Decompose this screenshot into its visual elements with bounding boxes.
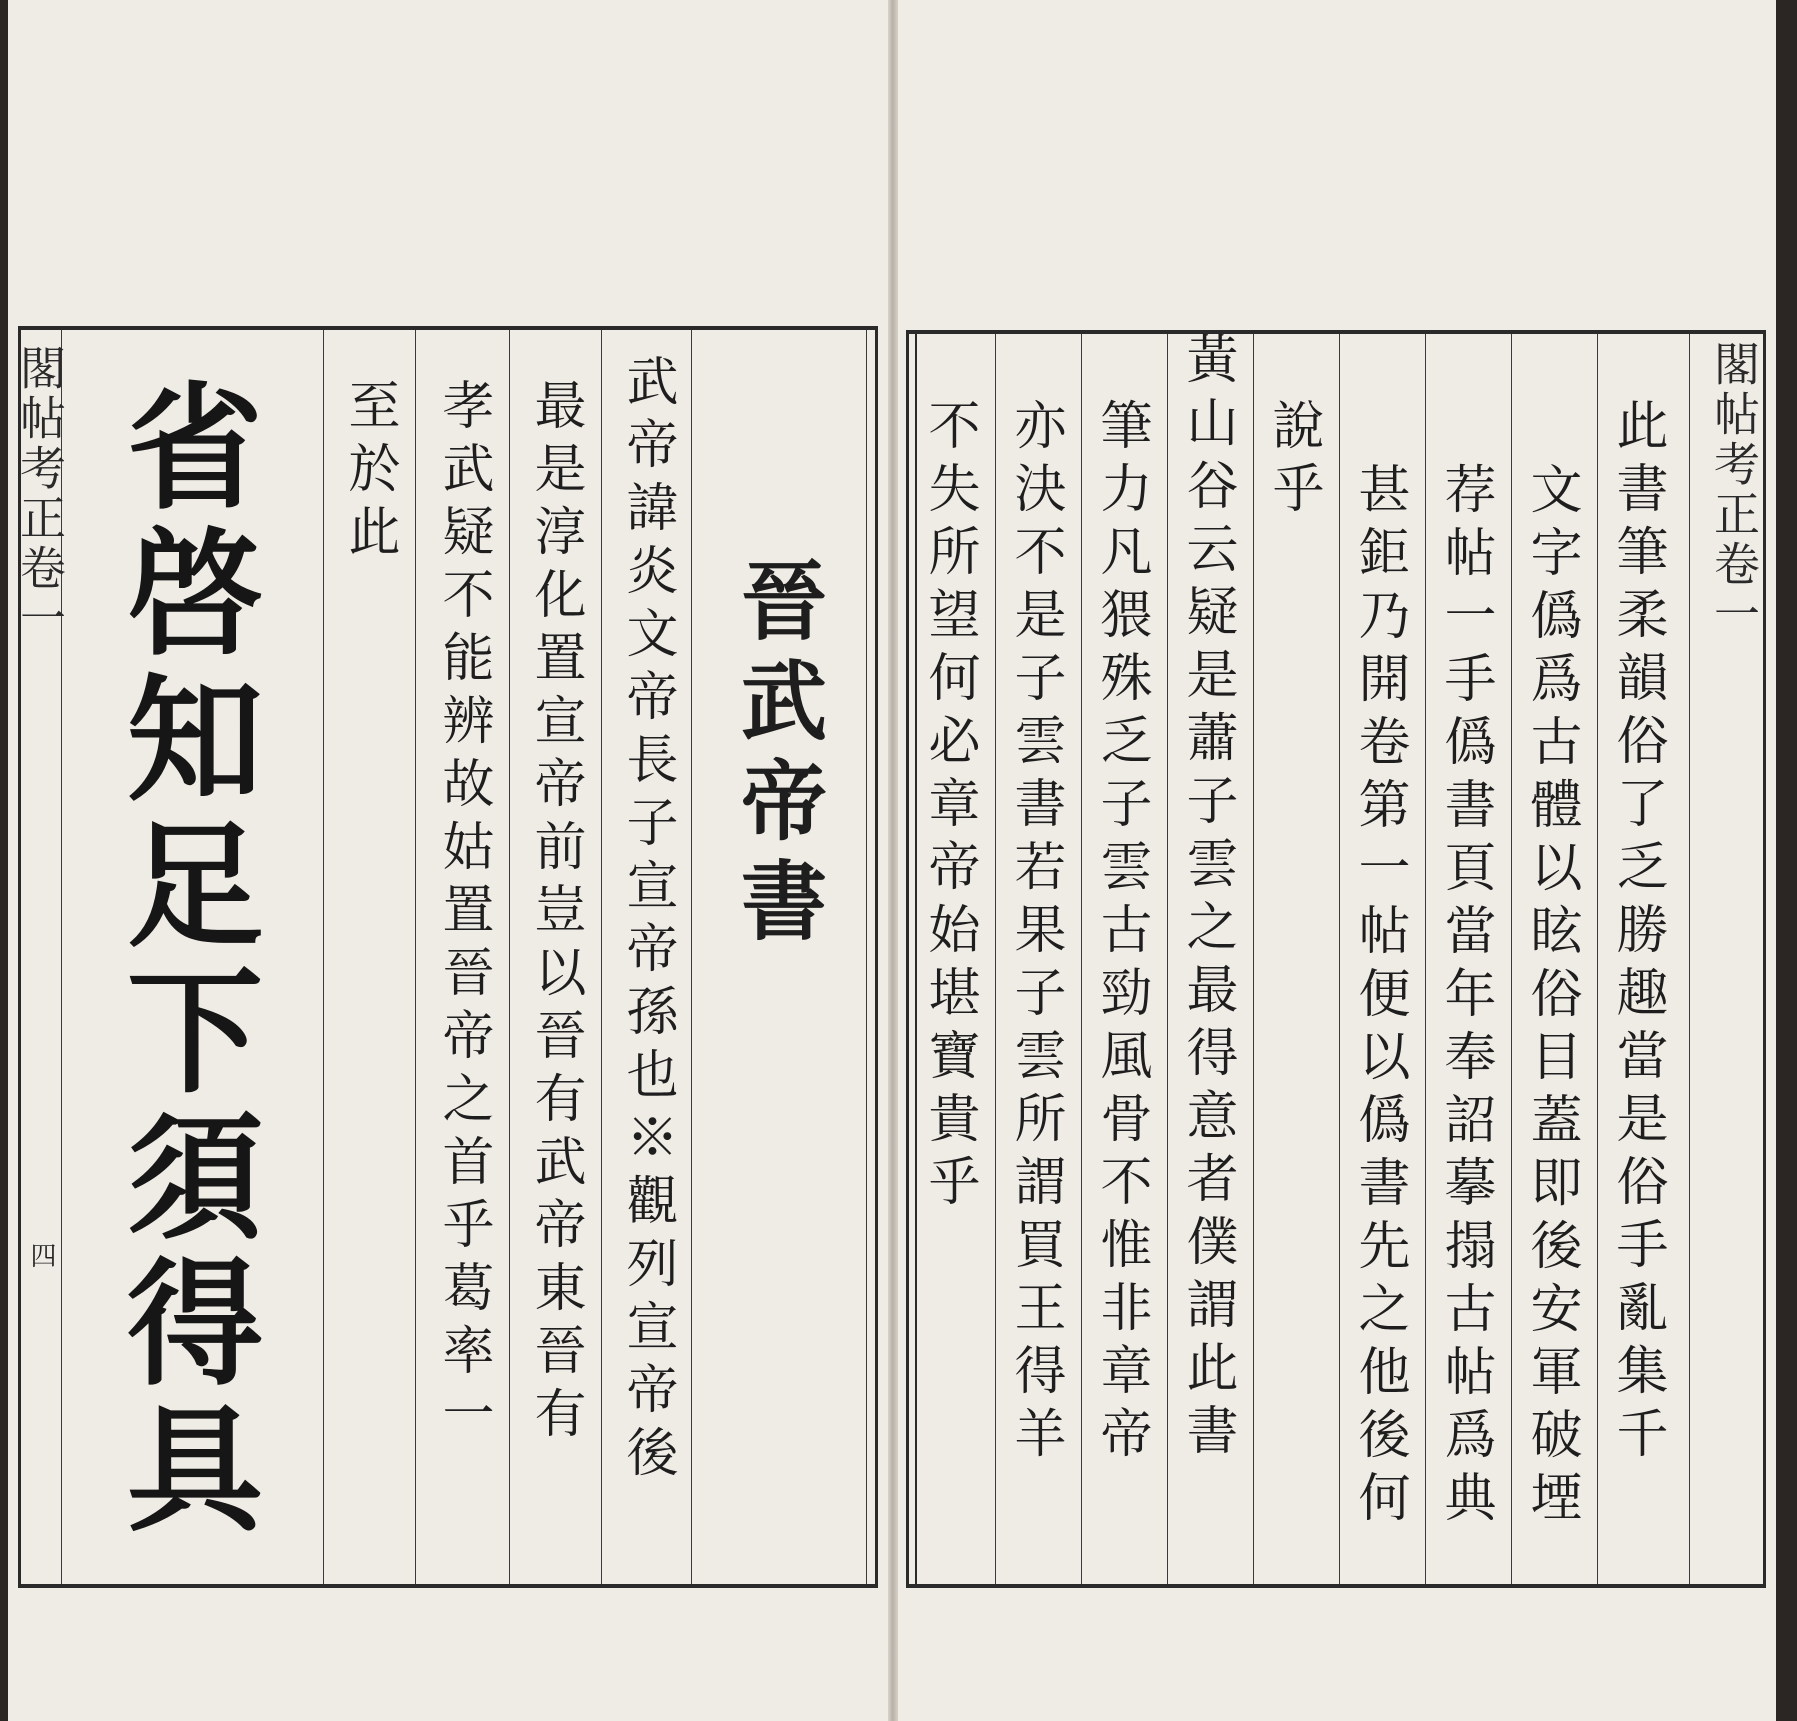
column-rule xyxy=(601,330,602,1584)
calligraphy-column: 省啓知足下須得具 xyxy=(103,376,263,1544)
section-heading: 晉武帝書 xyxy=(726,556,827,956)
column-rule xyxy=(1081,334,1082,1584)
text-column: 孝武疑不能辨故姑置晉帝之首乎葛率一 xyxy=(433,378,493,1449)
column-rule xyxy=(509,330,510,1584)
column-rule xyxy=(1339,334,1340,1584)
text-column: 說乎 xyxy=(1263,398,1323,524)
column-rule xyxy=(691,330,692,1584)
column-rule xyxy=(1253,334,1254,1584)
column-rule xyxy=(415,330,416,1584)
column-rule xyxy=(866,330,867,1584)
column-rule xyxy=(1689,334,1690,1584)
text-column: 武帝諱炎文帝長子宣帝孫也※觀列宣帝後 xyxy=(617,354,677,1488)
text-column: 荐帖一手僞書頁當年奉詔摹搨古帖爲典 xyxy=(1435,462,1495,1533)
right-page-frame xyxy=(906,330,1766,1588)
text-column: 至於此 xyxy=(339,378,399,567)
column-rule xyxy=(323,330,324,1584)
left-page-frame xyxy=(13,326,878,1588)
text-column: 不失所望何必章帝始堪寶貴乎 xyxy=(919,398,979,1217)
column-rule xyxy=(1597,334,1598,1584)
margin-title: 閣帖考正卷一 xyxy=(1707,340,1761,640)
text-column: 甚鉅乃開卷第一帖便以僞書先之他後何 xyxy=(1349,462,1409,1533)
column-rule xyxy=(995,334,996,1584)
text-column: 文字僞爲古體以眩俗目蓋即後安軍破堙 xyxy=(1521,462,1581,1533)
column-rule xyxy=(1167,334,1168,1584)
text-column: 筆力凡猥殊乏子雲古勁風骨不惟非章帝 xyxy=(1091,398,1151,1469)
column-rule xyxy=(1425,334,1426,1584)
text-column: 最是淳化置宣帝前豈以晉有武帝東晉有 xyxy=(525,378,585,1449)
text-column: 亦決不是子雲書若果子雲所謂買王得羊 xyxy=(1005,398,1065,1469)
text-column: 黃山谷云疑是蕭子雲之最得意者僕謂此書 xyxy=(1177,332,1237,1466)
text-column: 此書筆柔韻俗了乏勝趣當是俗手亂集千 xyxy=(1607,398,1667,1469)
column-rule xyxy=(1511,334,1512,1584)
margin-title: 閣帖考正卷一 xyxy=(13,344,67,644)
folio-number: 四 xyxy=(26,1242,56,1268)
book-gutter xyxy=(888,0,898,1721)
